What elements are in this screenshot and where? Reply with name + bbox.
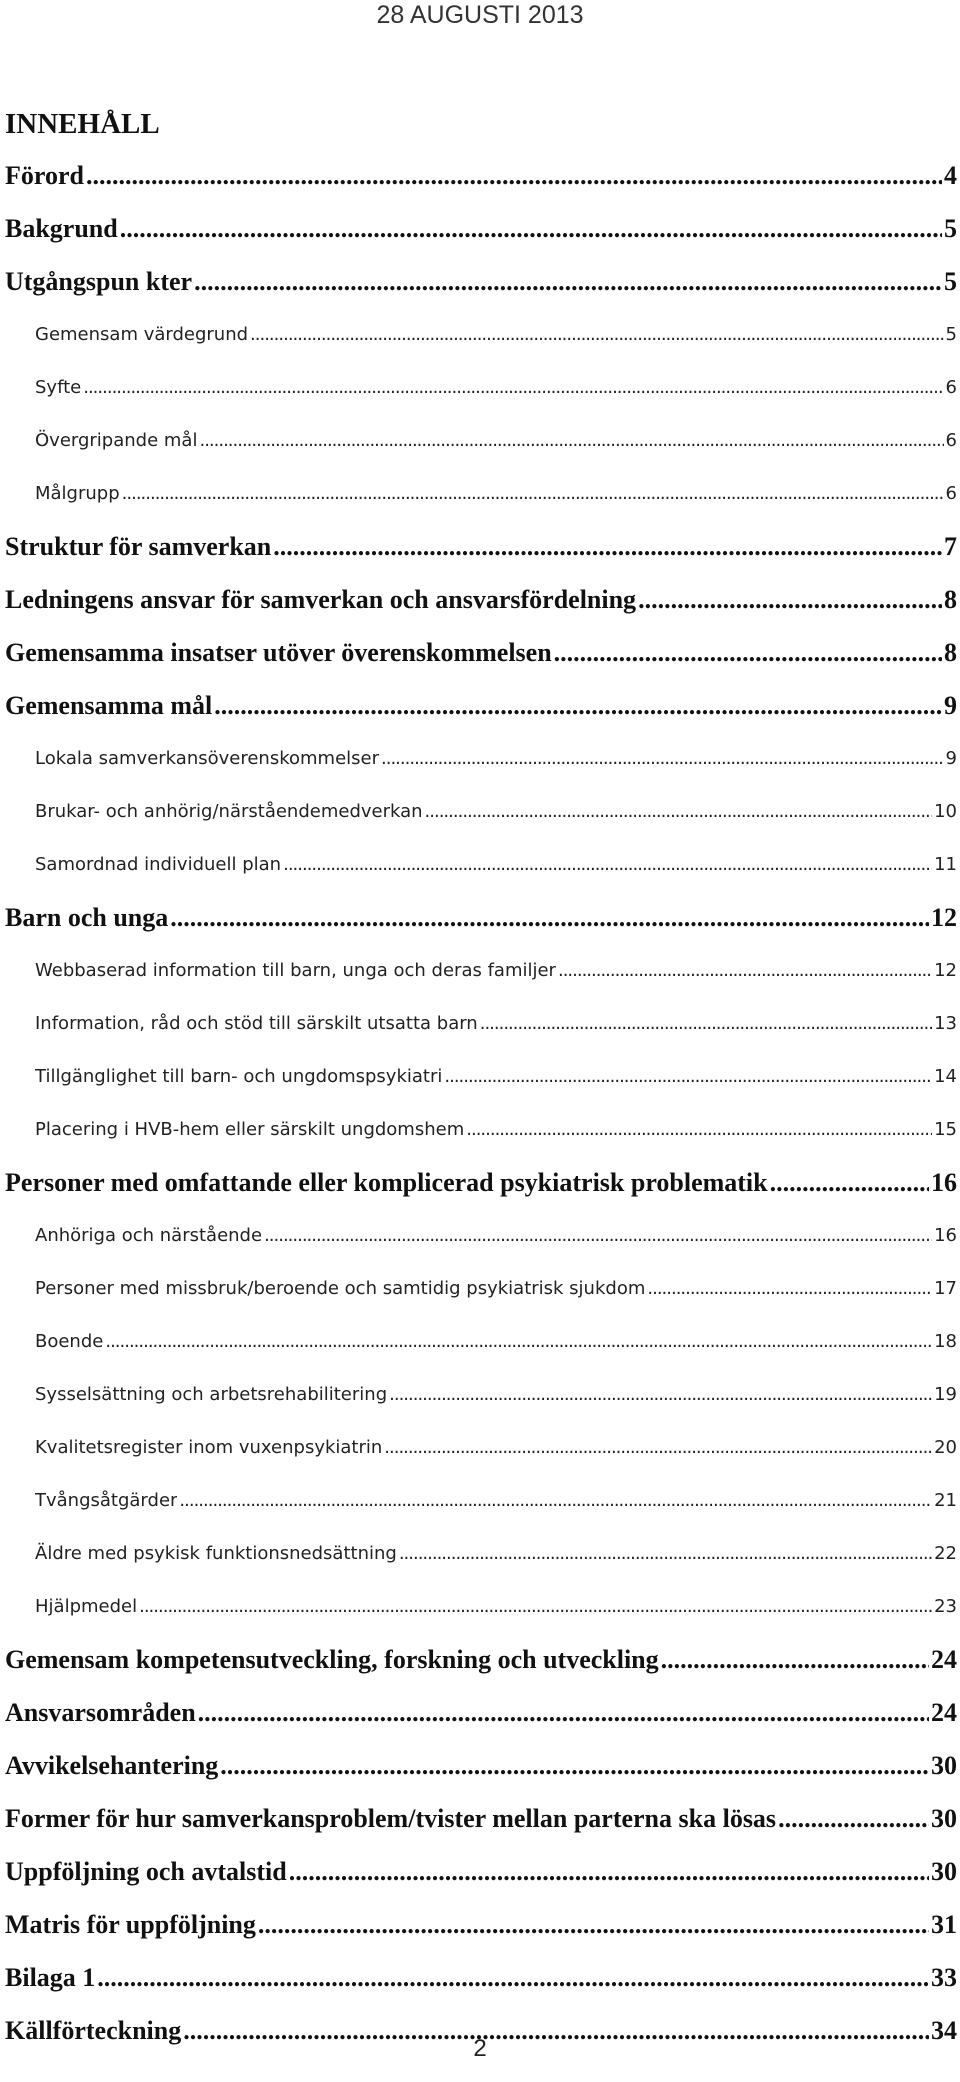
toc-dot-leader (554, 626, 942, 679)
toc-entry-page: 21 (934, 1490, 957, 1511)
toc-entry-label: Ansvarsområden (5, 1698, 196, 1727)
toc-dot-leader (770, 1156, 929, 1209)
toc-entry-label: Gemensam värdegrund (35, 324, 249, 345)
toc-entry-label: Gemensamma insatser utöver överenskommelsen (5, 638, 552, 667)
table-of-contents (5, 99, 957, 2057)
toc-entry-page: 10 (934, 801, 957, 822)
toc-entry-page: 22 (934, 1543, 957, 1564)
toc-entry-page: 8 (944, 585, 957, 614)
toc-entry-label: Anhöriga och närstående (35, 1225, 263, 1246)
toc-dot-leader (120, 202, 942, 255)
toc-entry[interactable] (5, 1315, 957, 1368)
toc-dot-leader (198, 1686, 929, 1739)
toc-dot-leader (199, 414, 943, 467)
toc-entry[interactable] (5, 838, 957, 891)
toc-entry-label: Samordnad individuell plan (35, 854, 282, 875)
toc-entry[interactable] (5, 149, 957, 202)
toc-dot-leader (466, 1103, 932, 1156)
toc-dot-leader (194, 255, 942, 308)
toc-entry[interactable] (5, 732, 957, 785)
toc-entry-page: 30 (931, 1857, 957, 1886)
toc-entry[interactable] (5, 1474, 957, 1527)
toc-dot-leader (289, 1845, 929, 1898)
toc-dot-leader (258, 1898, 929, 1951)
toc-dot-leader (214, 679, 942, 732)
toc-dot-leader (170, 891, 929, 944)
toc-entry[interactable] (5, 1580, 957, 1633)
toc-dot-leader (384, 1421, 932, 1474)
toc-entry-page: 16 (931, 1168, 957, 1197)
toc-entry-label: Placering i HVB-hem eller särskilt ungdomshem (35, 1119, 465, 1140)
toc-dot-leader (778, 1792, 929, 1845)
toc-entry[interactable] (5, 1792, 957, 1845)
toc-entry-page: 14 (934, 1066, 957, 1087)
toc-entry[interactable] (5, 202, 957, 255)
toc-dot-leader (83, 361, 943, 414)
toc-entry[interactable] (5, 573, 957, 626)
toc-dot-leader (381, 732, 944, 785)
toc-entry-label: Bakgrund (5, 214, 118, 243)
toc-entry-page: 19 (934, 1384, 957, 1405)
toc-entry-label: Bilaga 1 (5, 1963, 96, 1992)
toc-entry-page: 31 (931, 1910, 957, 1939)
toc-entry-page: 34 (931, 2016, 957, 2045)
toc-entry[interactable] (5, 891, 957, 944)
toc-entry-label: Syfte (35, 377, 82, 398)
toc-entry-label: Källförteckning (5, 2016, 182, 2045)
toc-entry-label: Webbaserad information till barn, unga och deras familjer (35, 960, 556, 981)
toc-entry[interactable] (5, 626, 957, 679)
toc-entry-page: 8 (944, 638, 957, 667)
toc-dot-leader (273, 520, 942, 573)
toc-entry-label: Utgångspun kter (5, 267, 193, 296)
toc-entry-label: Äldre med psykisk funktionsnedsättning (35, 1543, 397, 1564)
toc-entry-label: Gemensamma mål (5, 691, 213, 720)
toc-entry-page: 20 (934, 1437, 957, 1458)
toc-entry[interactable] (5, 944, 957, 997)
toc-entry[interactable] (5, 1527, 957, 1580)
toc-entry-page: 24 (931, 1645, 957, 1674)
toc-entry-label: Information, råd och stöd till särskilt utsatta barn (35, 1013, 478, 1034)
toc-dot-leader (399, 1527, 932, 1580)
toc-entry[interactable] (5, 997, 957, 1050)
toc-entry[interactable] (5, 1686, 957, 1739)
toc-entry-page: 6 (945, 377, 957, 398)
toc-entry-page: 11 (934, 854, 957, 875)
toc-dot-leader (220, 1739, 929, 1792)
toc-dot-leader (86, 149, 942, 202)
toc-entry[interactable] (5, 255, 957, 308)
toc-entry-label: Målgrupp (35, 483, 120, 504)
toc-dot-leader (250, 308, 944, 361)
toc-entry-page: 15 (934, 1119, 957, 1140)
toc-entry-page: 9 (944, 691, 957, 720)
toc-entry-page: 5 (945, 324, 957, 345)
toc-entry-label: Tvångsåtgärder (35, 1490, 178, 1511)
toc-entry[interactable] (5, 679, 957, 732)
toc-dot-leader (139, 1580, 932, 1633)
toc-dot-leader (638, 573, 942, 626)
toc-dot-leader (179, 1474, 932, 1527)
toc-entry-label: Gemensam kompetensutveckling, forskning och utveckling (5, 1645, 659, 1674)
page-number: 2 (473, 2035, 487, 2062)
toc-entry-label: Hjälpmedel (35, 1596, 138, 1617)
toc-entry-page: 6 (945, 483, 957, 504)
toc-dot-leader (283, 838, 932, 891)
toc-entry-label: Personer med omfattande eller komplicerad psykiatrisk problematik (5, 1168, 768, 1197)
toc-entry-label: Förord (5, 161, 84, 190)
toc-dot-leader (105, 1315, 932, 1368)
toc-entry-label: Lokala samverkansöverenskommelser (35, 748, 380, 769)
toc-entry[interactable] (5, 414, 957, 467)
toc-entry-page: 6 (945, 430, 957, 451)
toc-entry[interactable] (5, 1209, 957, 1262)
toc-entry-page: 12 (931, 903, 957, 932)
toc-entry-page: 30 (931, 1751, 957, 1780)
toc-entry[interactable] (5, 1368, 957, 1421)
toc-entry-label: Boende (35, 1331, 104, 1352)
toc-entry-page: 23 (934, 1596, 957, 1617)
toc-entry-label: Sysselsättning och arbetsrehabilitering (35, 1384, 388, 1405)
toc-entry-page: 5 (944, 214, 957, 243)
toc-entry[interactable] (5, 361, 957, 414)
toc-entry-label: Brukar- och anhörig/närståendemedverkan (35, 801, 423, 822)
toc-dot-leader (647, 1262, 932, 1315)
toc-entry-label: Avvikelsehantering (5, 1751, 219, 1780)
toc-entry[interactable] (5, 1898, 957, 1951)
toc-entry[interactable] (5, 785, 957, 838)
toc-dot-leader (425, 785, 933, 838)
toc-entry-page: 24 (931, 1698, 957, 1727)
toc-entry-page: 30 (931, 1804, 957, 1833)
toc-entry[interactable] (5, 1951, 957, 2004)
toc-dot-leader (389, 1368, 932, 1421)
toc-entry-page: 12 (934, 960, 957, 981)
toc-entry[interactable] (5, 1421, 957, 1474)
toc-entry[interactable] (5, 1156, 957, 1209)
toc-entry-page: 16 (934, 1225, 957, 1246)
toc-dot-leader (122, 467, 944, 520)
toc-entry-page: 33 (931, 1963, 957, 1992)
toc-dot-leader (661, 1633, 929, 1686)
toc-entries (5, 149, 957, 2057)
toc-entry-label: Tillgänglighet till barn- och ungdomspsykiatri (35, 1066, 443, 1087)
toc-entry-label: Ledningens ansvar för samverkan och ansvarsfördelning (5, 585, 637, 614)
toc-entry-page: 4 (944, 161, 957, 190)
toc-entry-page: 18 (934, 1331, 957, 1352)
toc-dot-leader (97, 1951, 929, 2004)
toc-entry-label: Barn och unga (5, 903, 169, 932)
toc-entry-label: Kvalitetsregister inom vuxenpsykiatrin (35, 1437, 383, 1458)
toc-entry[interactable] (5, 1739, 957, 1792)
toc-entry-page: 17 (934, 1278, 957, 1299)
toc-entry-page: 7 (944, 532, 957, 561)
toc-entry-label: Övergripande mål (35, 430, 198, 451)
toc-entry[interactable] (5, 467, 957, 520)
toc-dot-leader (480, 997, 932, 1050)
toc-entry-page: 9 (945, 748, 957, 769)
toc-entry[interactable] (5, 520, 957, 573)
toc-entry[interactable] (5, 1050, 957, 1103)
toc-entry-label: Uppföljning och avtalstid (5, 1857, 287, 1886)
toc-dot-leader (264, 1209, 932, 1262)
toc-entry[interactable] (5, 1262, 957, 1315)
toc-entry[interactable] (5, 1103, 957, 1156)
toc-entry-label: Former för hur samverkansproblem/tvister mellan parterna ska lösas (5, 1804, 777, 1833)
toc-entry[interactable] (5, 1845, 957, 1898)
toc-entry-page: 5 (944, 267, 957, 296)
toc-entry-label: Personer med missbruk/beroende och samtidig psykiatrisk sjukdom (35, 1278, 646, 1299)
page-header-date: 28 AUGUSTI 2013 (376, 1, 584, 29)
toc-title: INNEHÅLL (5, 108, 160, 140)
toc-entry[interactable] (5, 308, 957, 361)
toc-entry[interactable] (5, 1633, 957, 1686)
toc-dot-leader (444, 1050, 932, 1103)
toc-entry-label: Struktur för samverkan (5, 532, 272, 561)
toc-entry-page: 13 (934, 1013, 957, 1034)
toc-dot-leader (558, 944, 932, 997)
toc-entry-label: Matris för uppföljning (5, 1910, 256, 1939)
